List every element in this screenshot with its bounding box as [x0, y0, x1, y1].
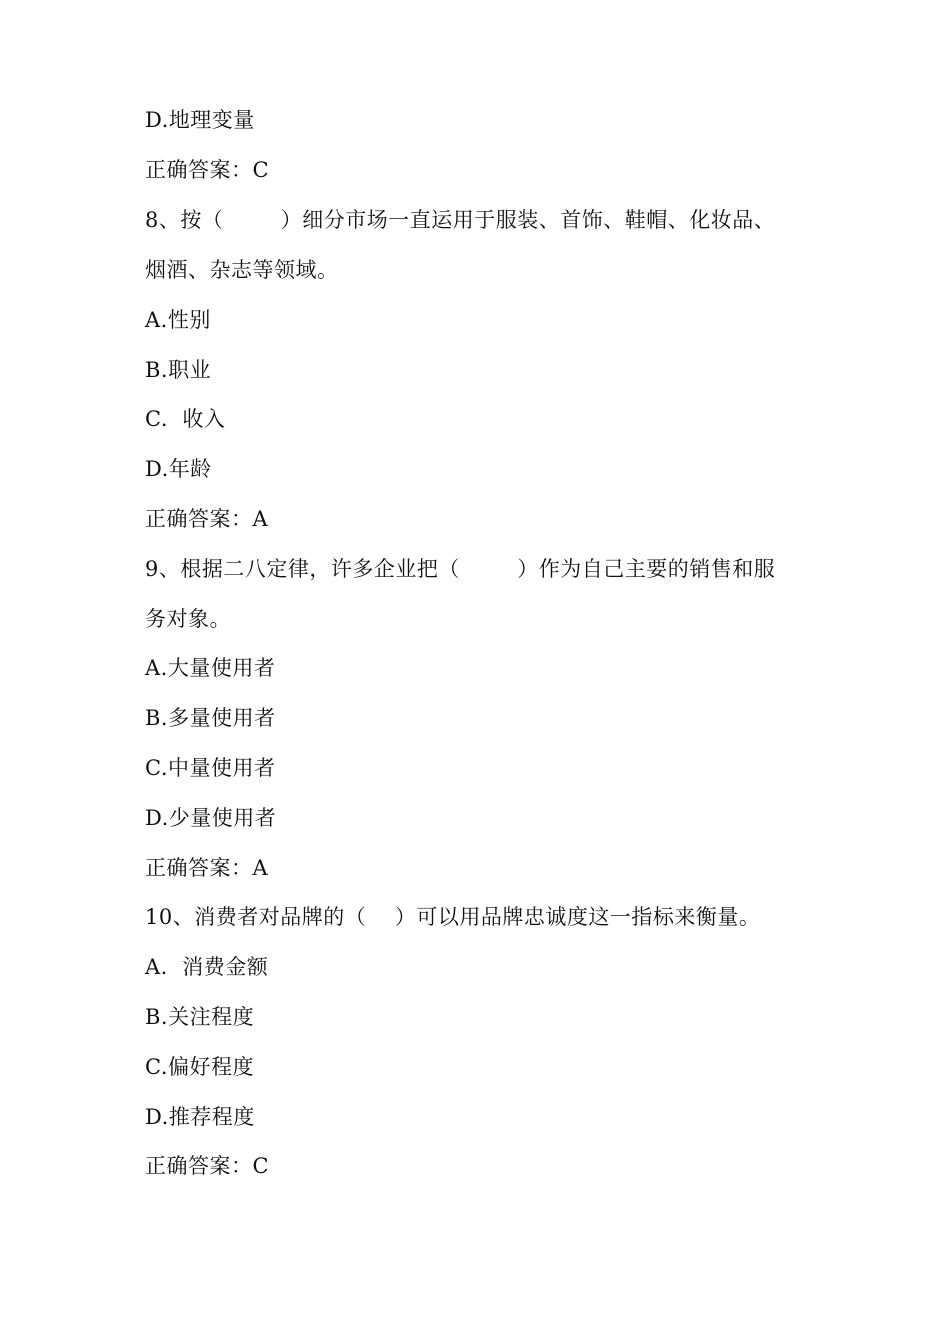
q9-option-d: D.少量使用者: [145, 806, 277, 830]
q8-option-d: D.年龄: [145, 457, 212, 481]
q9-option-b: B.多量使用者: [145, 706, 276, 730]
q9-option-a: A.大量使用者: [145, 656, 276, 680]
q8-option-a: A.性别: [145, 308, 211, 332]
q10-option-b: B.关注程度: [145, 1005, 255, 1029]
q10-answer: 正确答案：C: [145, 1154, 270, 1178]
q8-option-b: B.职业: [145, 358, 212, 382]
q7-answer: 正确答案：C: [145, 158, 270, 182]
q8-option-c: C. 收入: [145, 407, 226, 431]
q10-option-c: C.偏好程度: [145, 1055, 254, 1079]
q10-option-a: A. 消费金额: [145, 955, 269, 979]
q10-question: 10、消费者对品牌的（ ）可以用品牌忠诚度这一指标来衡量。: [145, 905, 761, 929]
q7-option-d: D.地理变量: [145, 108, 255, 132]
q9-question-line-1: 9、根据二八定律，许多企业把（ ）作为自己主要的销售和服: [145, 557, 776, 581]
q9-answer: 正确答案：A: [145, 856, 269, 880]
q9-question-line-2: 务对象。: [145, 607, 231, 631]
q8-question-line-2: 烟酒、杂志等领域。: [145, 258, 339, 282]
q8-answer: 正确答案：A: [145, 507, 269, 531]
q10-option-d: D.推荐程度: [145, 1105, 255, 1129]
q8-question-line-1: 8、按（ ）细分市场一直运用于服装、首饰、鞋帽、化妆品、: [145, 208, 776, 232]
q9-option-c: C.中量使用者: [145, 756, 276, 780]
